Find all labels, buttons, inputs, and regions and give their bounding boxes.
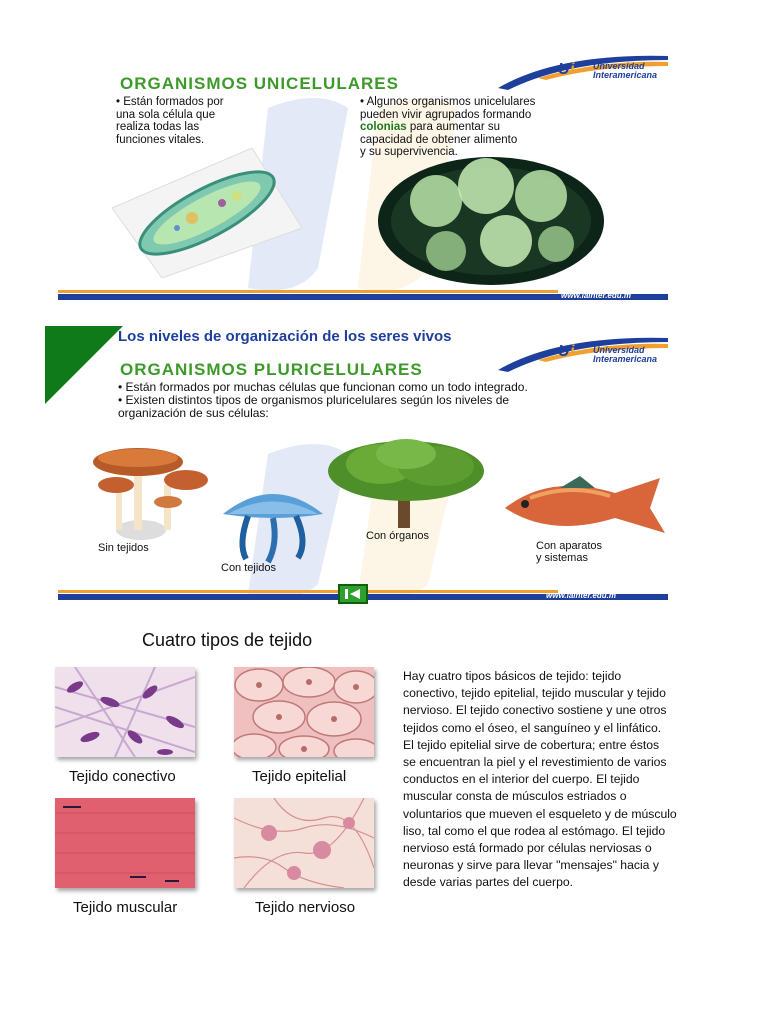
left-bullet-line: una sola célula que	[116, 108, 216, 121]
logo-line2: Interamericana	[593, 354, 658, 364]
right-bullet-line: capacidad de obtener alimento	[360, 133, 518, 146]
logo-line1: Universidad	[593, 61, 645, 71]
green-corner-triangle	[45, 326, 123, 404]
caption-con-aparatos-line2: y sistemas	[536, 552, 588, 564]
bullet-2-line1: • Existen distintos tipos de organismos pluricelulares según los niveles de	[118, 393, 510, 407]
paragraph-line: Hay cuatro tipos básicos de tejido: tejido	[403, 669, 622, 683]
epithelial-tissue-image	[234, 667, 374, 757]
right-bullet	[360, 96, 535, 159]
mushrooms-image	[86, 440, 216, 540]
slide-title: ORGANISMOS PLURICELULARES	[120, 360, 423, 379]
label-tejido-conectivo: Tejido conectivo	[69, 768, 176, 785]
volvox-colony-image	[376, 156, 606, 286]
connective-tissue-image	[55, 667, 195, 757]
label-tejido-nervioso: Tejido nervioso	[255, 899, 356, 916]
fish-image	[500, 468, 668, 538]
svg-text:U: U	[558, 343, 570, 360]
paragraph-line: voluntarios que mueven el esqueleto y de músculo	[403, 806, 677, 821]
nervous-tissue-image	[234, 798, 374, 888]
right-bullet-line: y su supervivencia.	[360, 146, 458, 158]
paragraph-line: conductos en el interior del cuerpo. El tejido	[403, 772, 640, 787]
footer-orange-stripe	[58, 590, 558, 593]
logo-line1: Universidad	[593, 345, 645, 355]
paramecium-image	[102, 148, 302, 278]
caption-sin-tejidos: Sin tejidos	[98, 542, 149, 554]
tissues-description	[403, 668, 695, 892]
slide-heading: Los niveles de organización de los seres vivos	[118, 328, 452, 345]
right-bullet-rest: para aumentar su	[406, 121, 500, 133]
paragraph-line: tejidos como el óseo, el sanguíneo y el linfático.	[403, 720, 662, 735]
left-bullet-line: • Están formados por	[116, 96, 224, 108]
tissues-title: Cuatro tipos de tejido	[142, 630, 313, 650]
paragraph-line: El tejido epitelial sirve de cobertura; entre éstos	[403, 737, 660, 752]
paragraph-line: muscular consta de músculos estriados o	[403, 789, 627, 804]
label-tejido-muscular: Tejido muscular	[73, 899, 178, 916]
left-bullet-line: funciones vitales.	[116, 133, 205, 146]
paragraph-line: se encuentran la piel y el revestimiento de varios	[403, 755, 667, 770]
tree-image	[326, 436, 486, 531]
bullets	[118, 381, 528, 420]
caption-con-organos: Con órganos	[366, 530, 429, 542]
back-nav-button[interactable]	[338, 584, 368, 604]
right-bullet-line: pueden vivir agrupados formando	[360, 108, 532, 121]
paragraph-line: conectivo, tejido epitelial, tejido muscular y tejido	[403, 686, 666, 701]
label-tejido-epitelial: Tejido epitelial	[252, 768, 347, 785]
slide-title: ORGANISMOS UNICELULARES	[120, 74, 399, 93]
caption-con-aparatos	[536, 540, 602, 564]
right-bullet-line: • Algunos organismos unicelulares	[360, 96, 536, 108]
footer-orange-stripe	[58, 290, 558, 293]
slide-unicelulares	[58, 48, 668, 306]
colonias-highlight: colonias	[360, 121, 407, 133]
logo-line2: Interamericana	[593, 70, 658, 80]
caption-con-aparatos-line1: Con aparatos	[536, 540, 603, 552]
paragraph-line: nervioso está formado por células nerviosas o	[403, 841, 652, 856]
paragraph-line: nervioso. El tejido conectivo sostiene y une otros	[403, 703, 667, 718]
bullet-2-line2: organización de sus células:	[118, 406, 269, 420]
paragraph-line: liso, tal como el que rodea al estómago. El tejido	[403, 823, 666, 838]
svg-text:U: U	[558, 61, 570, 78]
left-bullet	[116, 96, 224, 146]
paragraph-line: neuronas y sirve para llevar "mensajes" hacia y	[403, 858, 659, 873]
left-bullet-line: realiza todas las	[116, 121, 200, 133]
footer-url: www.lainter.edu.m	[561, 291, 631, 300]
bullet-1: • Están formados por muchas células que funcionan como un todo integrado.	[118, 380, 528, 394]
paragraph-line: desde varias partes del cuerpo.	[403, 875, 574, 890]
muscle-tissue-image	[55, 798, 195, 888]
caption-con-tejidos: Con tejidos	[221, 562, 277, 574]
svg-text:i: i	[570, 343, 575, 360]
slide-pluricelulares	[58, 324, 668, 606]
svg-text:i: i	[570, 61, 575, 78]
right-bullet-line	[360, 121, 535, 134]
footer-url: www.lainter.edu.m	[546, 591, 616, 600]
jellyfish-image	[218, 484, 328, 564]
